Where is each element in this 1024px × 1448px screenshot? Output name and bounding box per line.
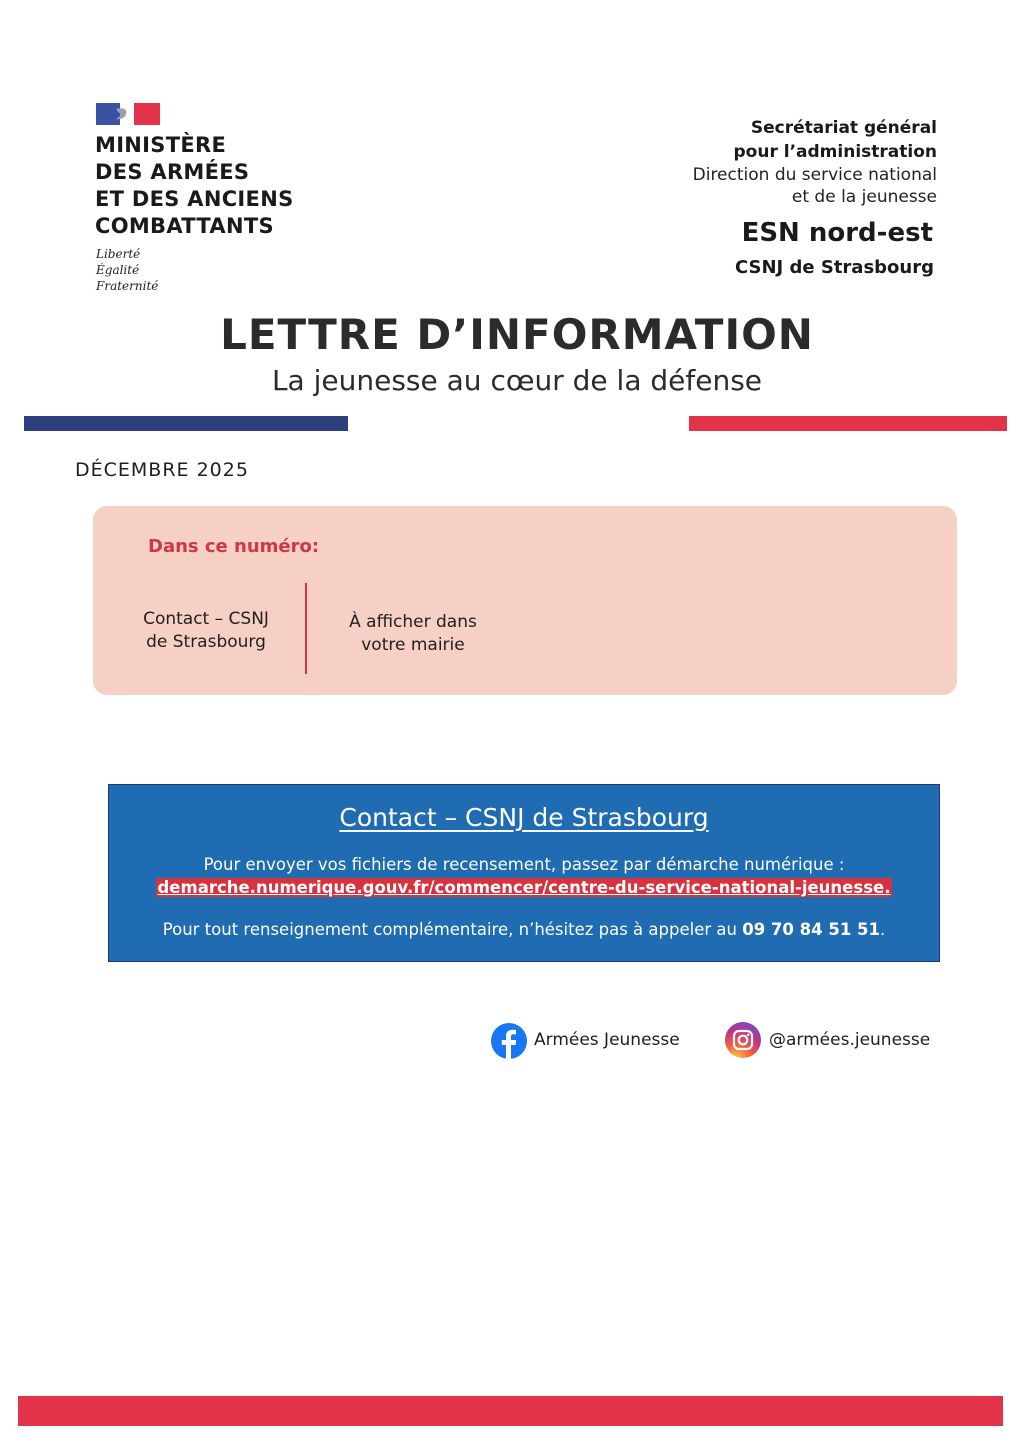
instagram-label[interactable]: @armées.jeunesse xyxy=(769,1030,931,1050)
ministry-line: COMBATTANTS xyxy=(95,214,274,238)
motto-line: Fraternité xyxy=(96,279,159,293)
issuer-line: Direction du service national xyxy=(692,165,937,185)
motto-line: Égalité xyxy=(96,263,140,277)
ministry-line: DES ARMÉES xyxy=(95,160,250,184)
summary-item-line: Contact – CSNJ xyxy=(143,609,269,629)
esn-label: ESN nord-est xyxy=(741,218,933,248)
summary-item-display[interactable] xyxy=(338,611,488,657)
issuer-block xyxy=(577,116,937,208)
summary-item-contact[interactable] xyxy=(126,608,286,654)
contact-phone-suffix: . xyxy=(880,920,886,939)
summary-heading: Dans ce numéro: xyxy=(148,536,320,557)
summary-box xyxy=(93,506,957,695)
contact-title: Contact – CSNJ de Strasbourg xyxy=(339,803,709,832)
csnj-label: CSNJ de Strasbourg xyxy=(734,257,934,278)
facebook-icon[interactable] xyxy=(490,1022,528,1060)
instagram-icon[interactable] xyxy=(724,1021,762,1059)
ministry-name xyxy=(95,132,294,240)
phone-number[interactable]: 09 70 84 51 51 xyxy=(742,920,881,939)
summary-item-line: votre mairie xyxy=(361,635,465,655)
summary-separator xyxy=(305,583,307,674)
summary-item-line: À afficher dans xyxy=(349,612,477,632)
ministry-line: ET DES ANCIENS xyxy=(95,187,294,211)
republic-motto xyxy=(96,246,158,294)
demarche-link[interactable]: demarche.numerique.gouv.fr/commencer/centre-du-service-national-jeunesse. xyxy=(157,878,891,897)
facebook-label[interactable]: Armées Jeunesse xyxy=(534,1030,680,1050)
contact-link-row xyxy=(109,878,939,897)
contact-box xyxy=(108,784,940,962)
issue-date: DÉCEMBRE 2025 xyxy=(75,459,249,481)
issuer-line: et de la jeunesse xyxy=(791,187,937,207)
blue-divider xyxy=(24,416,348,431)
contact-instructions: Pour envoyer vos fichiers de recensement, passez par démarche numérique : xyxy=(203,855,845,874)
summary-item-line: de Strasbourg xyxy=(146,632,266,652)
issuer-line: Secrétariat général xyxy=(750,118,937,138)
motto-line: Liberté xyxy=(96,247,141,261)
contact-phone-prefix: Pour tout renseignement complémentaire, n’hésitez pas à appeler au xyxy=(162,920,737,939)
page-subtitle: La jeunesse au cœur de la défense xyxy=(271,364,763,397)
red-divider xyxy=(689,416,1007,431)
ministry-line: MINISTÈRE xyxy=(95,133,227,157)
page-title: LETTRE D’INFORMATION xyxy=(220,310,814,359)
marianne-logo xyxy=(96,103,160,125)
contact-phone-line xyxy=(109,920,939,939)
issuer-line: pour l’administration xyxy=(733,142,937,162)
footer-red-bar xyxy=(18,1396,1003,1426)
